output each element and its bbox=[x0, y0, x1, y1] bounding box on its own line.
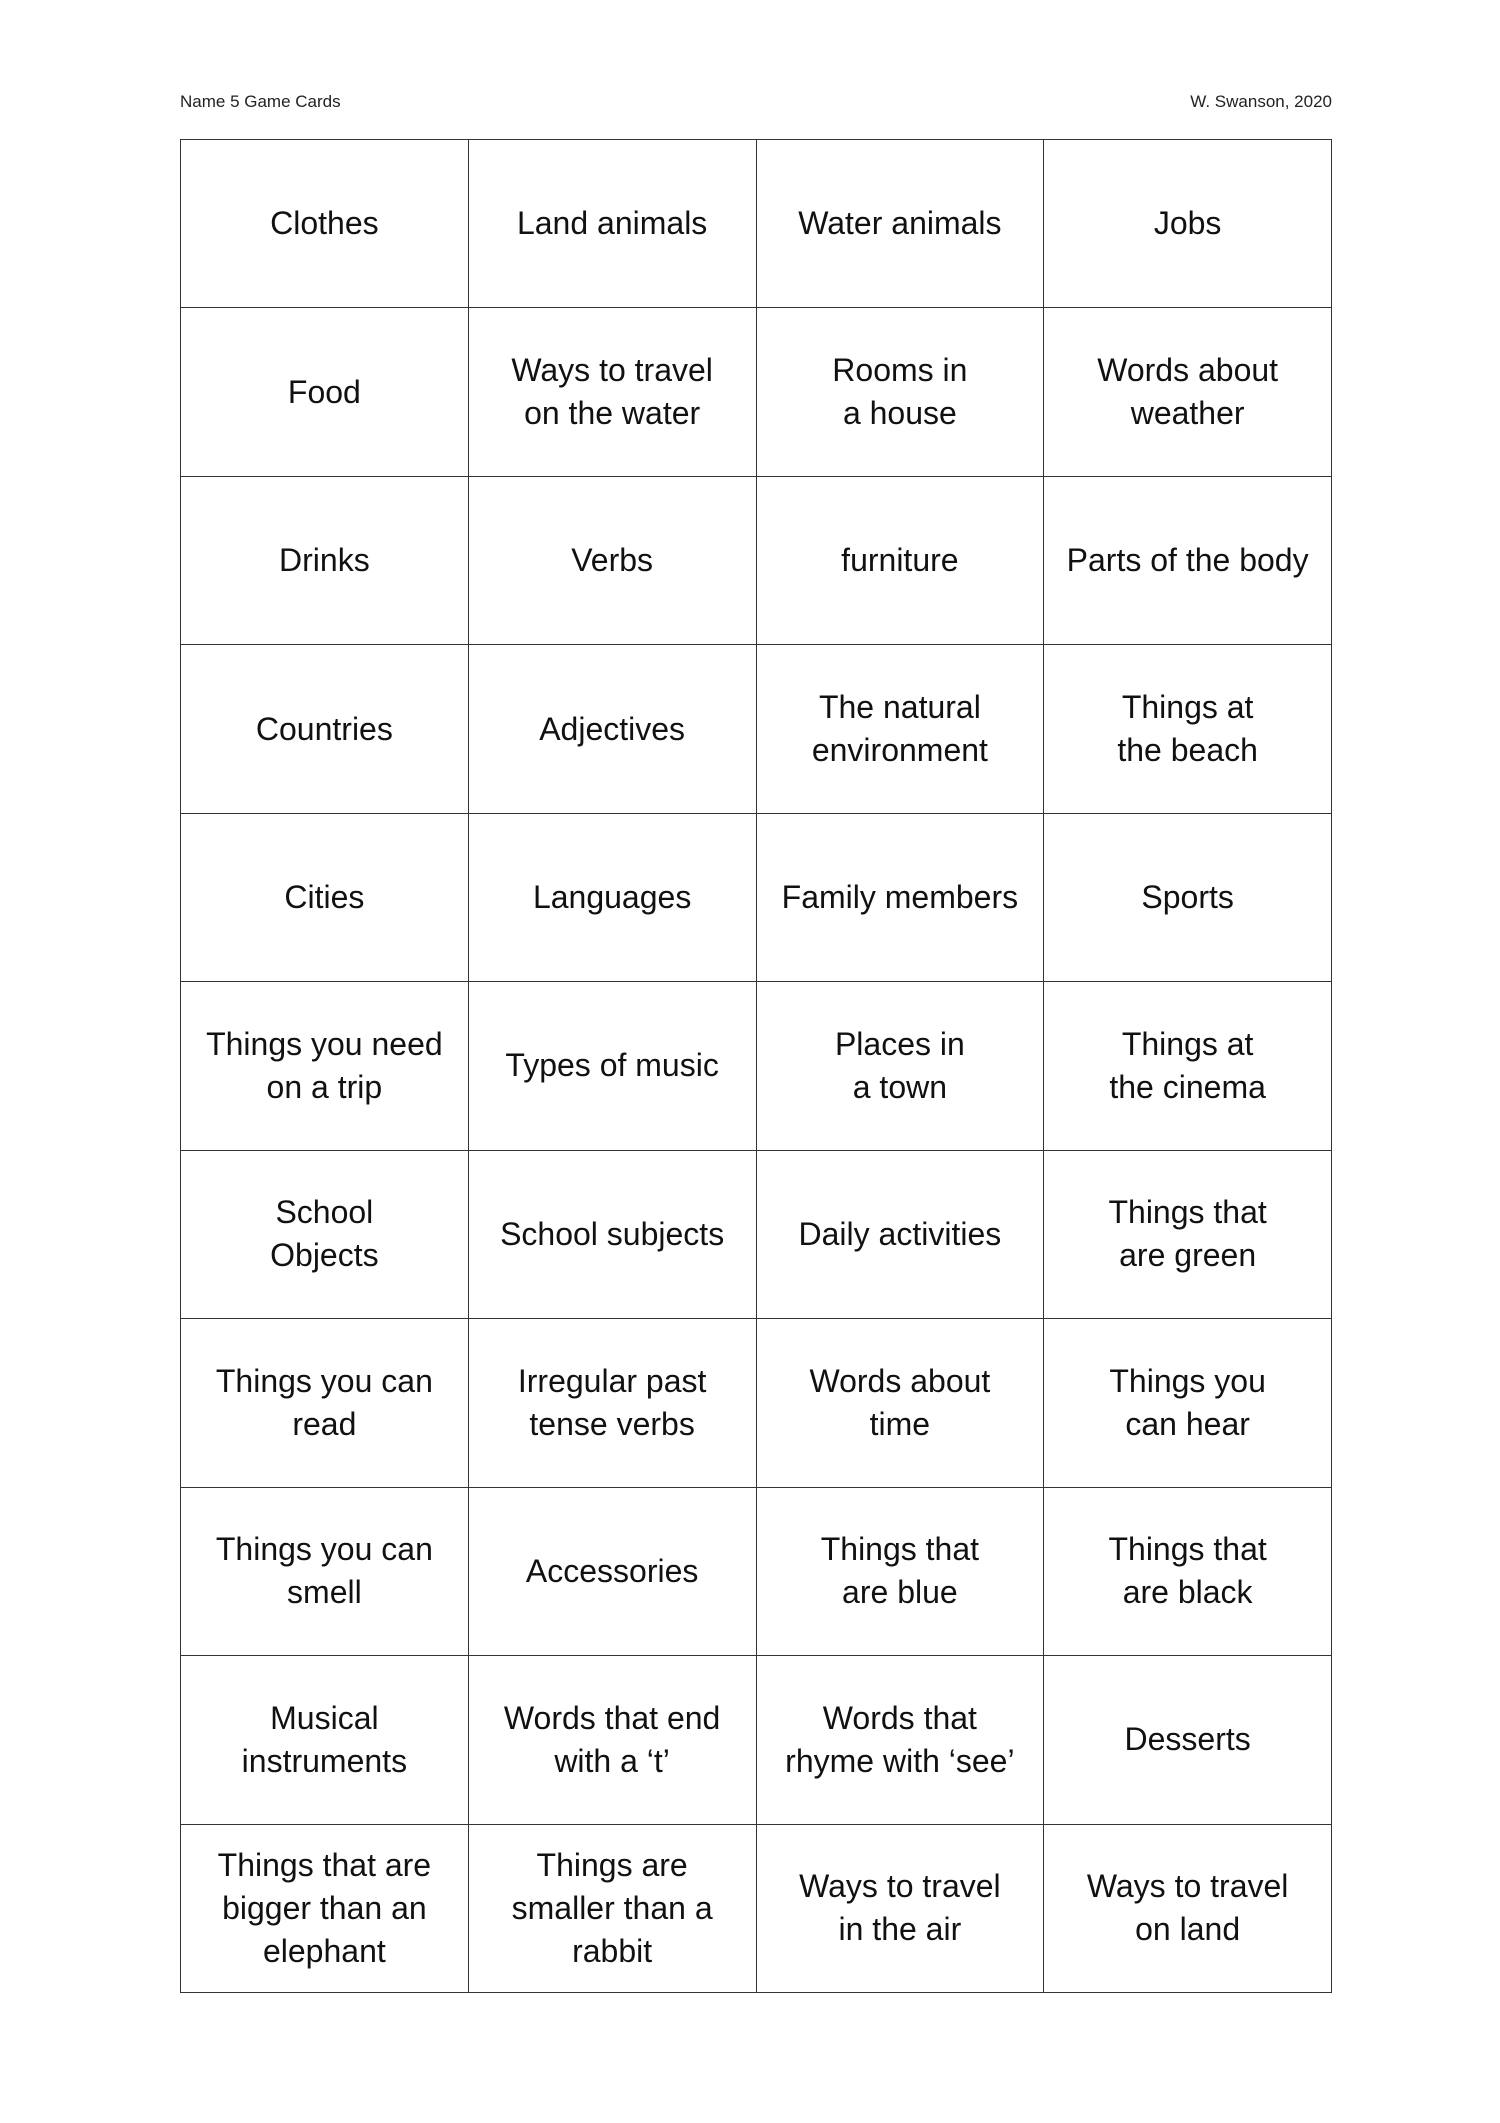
game-card: Types of music bbox=[469, 982, 757, 1150]
game-card: Things are smaller than a rabbit bbox=[469, 1825, 757, 1993]
game-card: Countries bbox=[181, 645, 469, 813]
game-card: Things you can smell bbox=[181, 1488, 469, 1656]
game-card: The natural environment bbox=[757, 645, 1045, 813]
game-card: Things that are blue bbox=[757, 1488, 1045, 1656]
game-card: Accessories bbox=[469, 1488, 757, 1656]
game-card: Food bbox=[181, 308, 469, 476]
game-card: Things that are bigger than an elephant bbox=[181, 1825, 469, 1993]
game-card: Places in a town bbox=[757, 982, 1045, 1150]
game-card-grid bbox=[180, 139, 1332, 1993]
game-card: Ways to travel in the air bbox=[757, 1825, 1045, 1993]
game-card: Parts of the body bbox=[1044, 477, 1332, 645]
game-card: Land animals bbox=[469, 140, 757, 308]
game-card: furniture bbox=[757, 477, 1045, 645]
game-card: Words about weather bbox=[1044, 308, 1332, 476]
game-card: Languages bbox=[469, 814, 757, 982]
game-card: Things at the cinema bbox=[1044, 982, 1332, 1150]
game-card: School Objects bbox=[181, 1151, 469, 1319]
game-card: Ways to travel on the water bbox=[469, 308, 757, 476]
game-card: Verbs bbox=[469, 477, 757, 645]
game-card: Things that are green bbox=[1044, 1151, 1332, 1319]
author-credit: W. Swanson, 2020 bbox=[1190, 92, 1332, 111]
game-card: Ways to travel on land bbox=[1044, 1825, 1332, 1993]
game-card: Drinks bbox=[181, 477, 469, 645]
game-card: Sports bbox=[1044, 814, 1332, 982]
game-card: Musical instruments bbox=[181, 1656, 469, 1824]
game-card: Things at the beach bbox=[1044, 645, 1332, 813]
game-card: Things you can hear bbox=[1044, 1319, 1332, 1487]
game-card: Cities bbox=[181, 814, 469, 982]
game-card: Adjectives bbox=[469, 645, 757, 813]
game-card: Things that are black bbox=[1044, 1488, 1332, 1656]
game-card: Clothes bbox=[181, 140, 469, 308]
game-card: Irregular past tense verbs bbox=[469, 1319, 757, 1487]
game-card: Rooms in a house bbox=[757, 308, 1045, 476]
game-card: Water animals bbox=[757, 140, 1045, 308]
game-card: Things you need on a trip bbox=[181, 982, 469, 1150]
game-card: Daily activities bbox=[757, 1151, 1045, 1319]
document-title: Name 5 Game Cards bbox=[180, 92, 341, 111]
game-card: School subjects bbox=[469, 1151, 757, 1319]
game-card: Things you can read bbox=[181, 1319, 469, 1487]
game-card: Desserts bbox=[1044, 1656, 1332, 1824]
page-header bbox=[180, 92, 1332, 112]
game-card: Words that rhyme with ‘see’ bbox=[757, 1656, 1045, 1824]
game-card: Words about time bbox=[757, 1319, 1045, 1487]
game-card: Family members bbox=[757, 814, 1045, 982]
game-card: Jobs bbox=[1044, 140, 1332, 308]
game-card: Words that end with a ‘t’ bbox=[469, 1656, 757, 1824]
